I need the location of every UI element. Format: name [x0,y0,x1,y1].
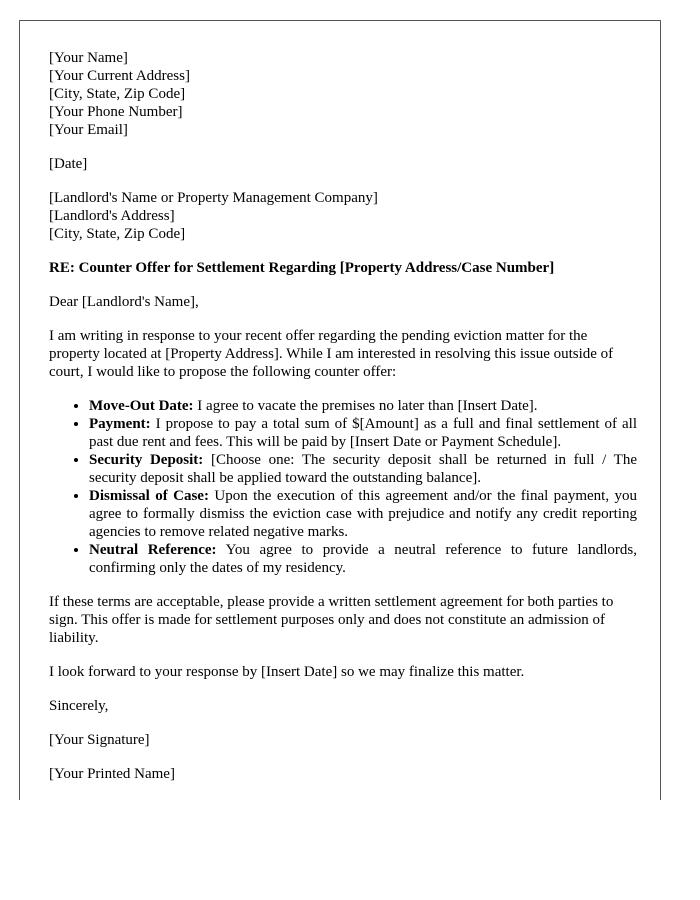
terms-list [49,397,637,577]
sender-email: [Your Email] [49,122,128,138]
letter-body [49,49,637,799]
term-text: I agree to vacate the premises no later than [Insert Date]. [193,398,538,414]
letter-date: [Date] [49,156,88,172]
list-item [89,415,637,451]
list-item [89,451,637,487]
recipient-city: [City, State, Zip Code] [49,226,186,242]
recipient-address: [Landlord's Address] [49,208,175,224]
term-text: You agree to provide a neutral reference to future landlords, confirming only the dates of my residency. [89,542,637,576]
sender-name: [Your Name] [49,50,128,66]
subject-line: RE: Counter Offer for Settlement Regarding [Property Address/Case Number] [49,260,555,276]
term-text: I propose to pay a total sum of $[Amount] as a full and final settlement of all past due rent and fees. This will be paid by [Insert Date or Payment Schedule]. [89,416,637,450]
salutation: Dear [Landlord's Name], [49,294,199,310]
list-item [89,397,637,415]
term-label: Move-Out Date: [89,398,194,414]
sender-city: [City, State, Zip Code] [49,86,186,102]
term-label: Security Deposit: [89,452,204,468]
term-label: Dismissal of Case: [89,488,209,504]
terms-paragraph: If these terms are acceptable, please provide a written settlement agreement for both parties to sign. This offer is made for settlement purposes only and does not constitute an admission of liability. [49,594,614,646]
recipient-block [49,189,637,243]
term-label: Payment: [89,416,151,432]
sender-phone: [Your Phone Number] [49,104,183,120]
sender-address: [Your Current Address] [49,68,190,84]
term-label: Neutral Reference: [89,542,217,558]
signature: [Your Signature] [49,732,150,748]
term-text: [Choose one: The security deposit shall be returned in full / The security deposit shall be applied toward the outstanding balance]. [89,452,638,486]
recipient-name: [Landlord's Name or Property Management Company] [49,190,378,206]
term-text: Upon the execution of this agreement and/or the final payment, you agree to formally dismiss the eviction case with prejudice and notify any credit reporting agencies to remove related negative marks. [89,488,637,540]
printed-name: [Your Printed Name] [49,766,175,782]
letter-page [19,20,661,800]
date-block [49,155,637,173]
sender-block [49,49,637,139]
signoff: Sincerely, [49,698,109,714]
intro-paragraph: I am writing in response to your recent offer regarding the pending eviction matter for the property located at [Property Address]. While I am interested in resolving this issue outside of court, I would like to propose the following counter offer: [49,328,614,380]
closing-paragraph: I look forward to your response by [Insert Date] so we may finalize this matter. [49,664,525,680]
list-item [89,487,637,541]
list-item [89,541,637,577]
